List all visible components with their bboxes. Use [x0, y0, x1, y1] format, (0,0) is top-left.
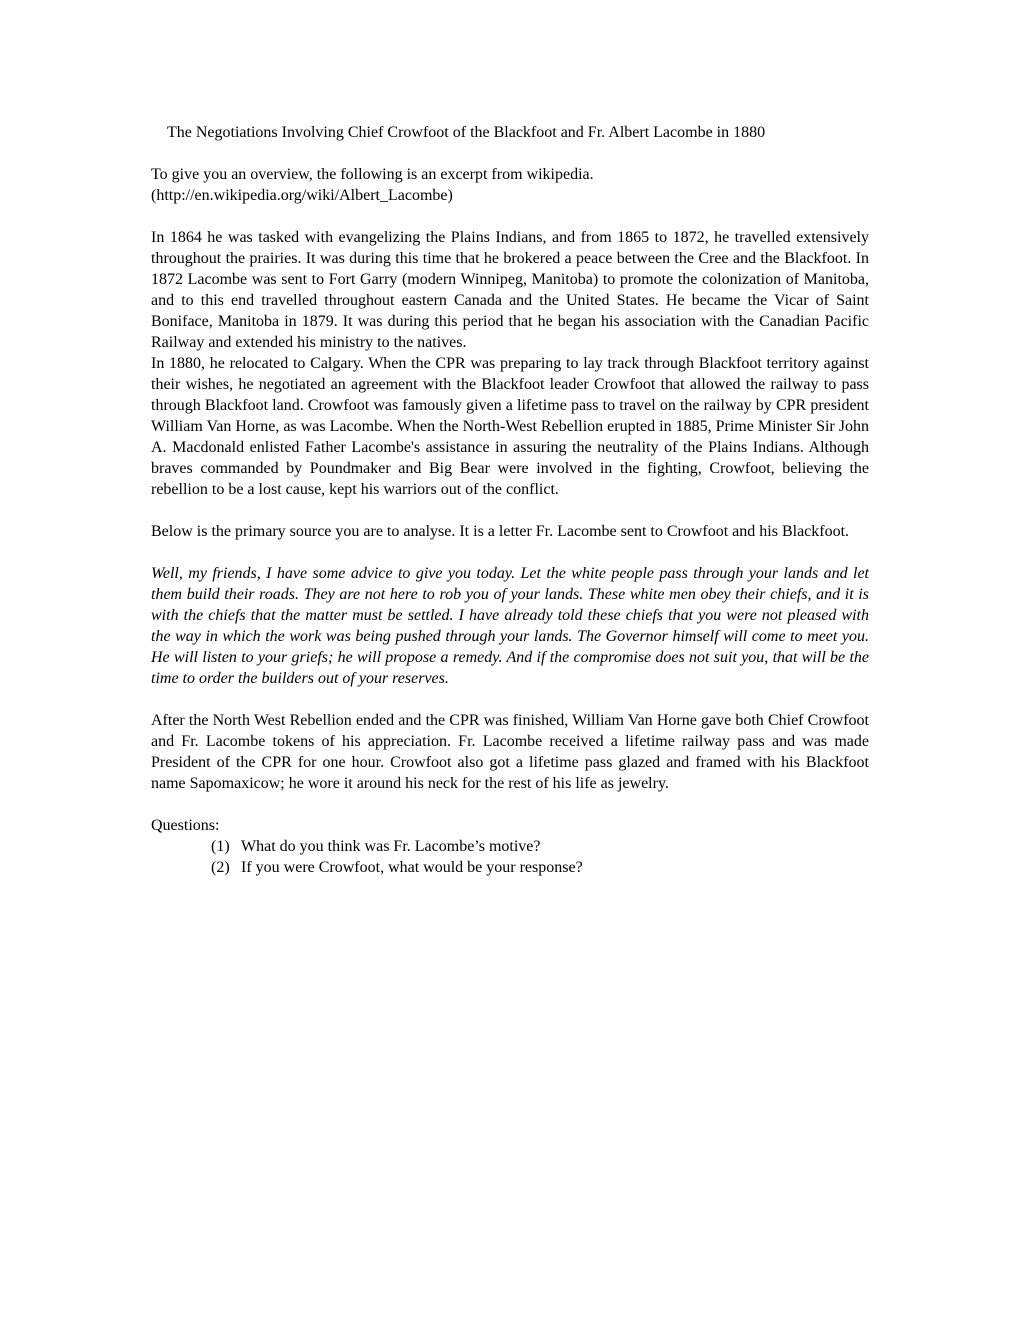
spacer: [151, 206, 869, 227]
intro-line: To give you an overview, the following is an excerpt from wikipedia.: [151, 166, 594, 183]
aftermath-paragraph: After the North West Rebellion ended and the CPR was finished, William Van Horne gave both Chief Crowfoot and Fr. Lacombe tokens of his appreciation. Fr. Lacombe received a lifetime railway pass and was made President of the CPR for one hour. Crowfoot also got a lifetime pass glazed and framed with his Blackfoot name Sapomaxicow; he wore it around his neck for the rest of his life as jewelry.: [151, 712, 869, 792]
spacer: [151, 689, 869, 710]
spacer: [151, 542, 869, 563]
spacer: [151, 500, 869, 521]
question-item: [151, 857, 869, 878]
document-page: [151, 122, 869, 878]
questions-heading: Questions:: [151, 817, 220, 834]
question-item: [151, 836, 869, 857]
primary-source-intro: Below is the primary source you are to analyse. It is a letter Fr. Lacombe sent to Crowfoot and his Blackfoot.: [151, 523, 850, 540]
question-number: (1): [211, 838, 230, 855]
spacer: [151, 794, 869, 815]
question-number: (2): [211, 859, 230, 876]
question-text: What do you think was Fr. Lacombe’s motive?: [241, 838, 541, 855]
question-text: If you were Crowfoot, what would be your response?: [241, 859, 583, 876]
lacombe-letter: Well, my friends, I have some advice to give you today. Let the white people pass through your lands and let them build their roads. They are not here to rob you of your lands. These white men obey their chiefs, and it is with the chiefs that the matter must be settled. I have already told these chiefs that you were not pleased with the way in which the work was being pushed through your lands. The Governor himself will come to meet you. He will listen to your griefs; he will propose a remedy. And if the compromise does not suit you, that will be the time to order the builders out of your reserves.: [151, 565, 869, 687]
excerpt-paragraph-1: In 1864 he was tasked with evangelizing the Plains Indians, and from 1865 to 1872, he travelled extensively throughout the prairies. It was during this time that he brokered a peace between the Cree and the Blackfoot. In 1872 Lacombe was sent to Fort Garry (modern Winnipeg, Manitoba) to promote the colonization of Manitoba, and to this end travelled throughout eastern Canada and the United States. He became the Vicar of Saint Boniface, Manitoba in 1879. It was during this period that he began his association with the Canadian Pacific Railway and extended his ministry to the natives.: [151, 229, 869, 351]
document-title: The Negotiations Involving Chief Crowfoot of the Blackfoot and Fr. Albert Lacombe in 1880: [167, 124, 766, 141]
source-link: (http://en.wikipedia.org/wiki/Albert_Lacombe): [151, 187, 453, 204]
questions-list: [151, 836, 869, 878]
excerpt-paragraph-2: In 1880, he relocated to Calgary. When the CPR was preparing to lay track through Blackfoot territory against their wishes, he negotiated an agreement with the Blackfoot leader Crowfoot that allowed the railway to pass through Blackfoot land. Crowfoot was famously given a lifetime pass to travel on the railway by CPR president William Van Horne, as was Lacombe. When the North-West Rebellion erupted in 1885, Prime Minister Sir John A. Macdonald enlisted Father Lacombe's assistance in assuring the neutrality of the Plains Indians. Although braves commanded by Poundmaker and Big Bear were involved in the fighting, Crowfoot, believing the rebellion to be a lost cause, kept his warriors out of the conflict.: [151, 355, 869, 498]
